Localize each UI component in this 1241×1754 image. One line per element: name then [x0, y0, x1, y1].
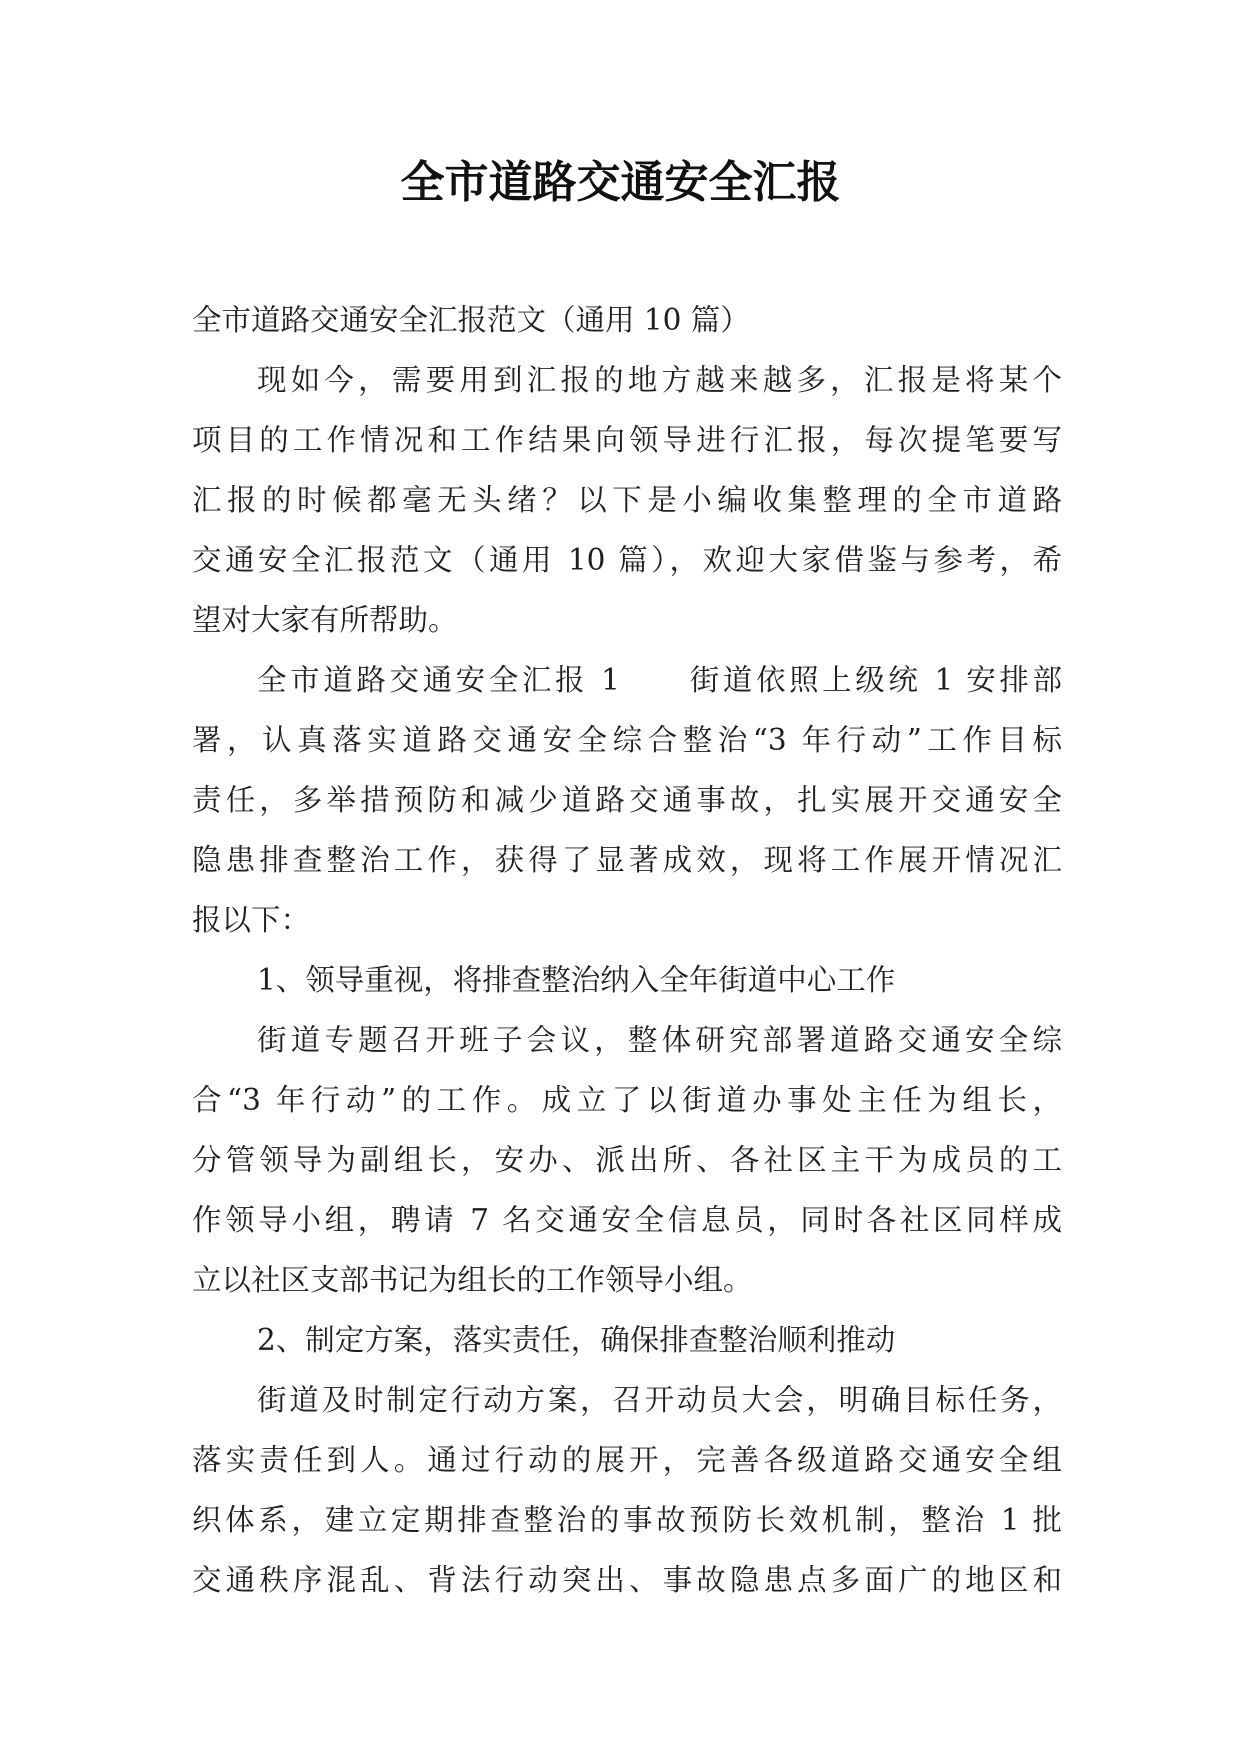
- body-line: 署，认真落实道路交通安全综合整治“3 年行动”工作目标: [192, 723, 1062, 757]
- document-body: [192, 290, 1062, 1610]
- body-line: 1、领导重视，将排查整治纳入全年街道中心工作: [257, 963, 896, 997]
- body-line: 责任，多举措预防和减少道路交通事故，扎实展开交通安全: [192, 783, 1062, 817]
- body-line: 汇报的时候都毫无头绪？以下是小编收集整理的全市道路: [192, 483, 1062, 517]
- body-line: 落实责任到人。通过行动的展开，完善各级道路交通安全组: [192, 1443, 1062, 1477]
- body-line: 作领导小组，聘请 7 名交通安全信息员，同时各社区同样成: [192, 1203, 1062, 1237]
- body-line: 现如今，需要用到汇报的地方越来越多，汇报是将某个: [257, 363, 1062, 397]
- body-line: 织体系，建立定期排查整治的事故预防长效机制，整治 1 批: [192, 1503, 1062, 1537]
- body-line: 全市道路交通安全汇报范文（通用 10 篇）: [192, 303, 750, 337]
- document-title: 全市道路交通安全汇报: [400, 157, 841, 208]
- body-line: 交通安全汇报范文（通用 10 篇），欢迎大家借鉴与参考，希: [192, 543, 1062, 577]
- body-line: 合“3 年行动”的工作。成立了以街道办事处主任为组长，: [192, 1083, 1062, 1117]
- body-line: 望对大家有所帮助。: [192, 603, 458, 637]
- body-line: 报以下：: [192, 903, 311, 937]
- body-line: 项目的工作情况和工作结果向领导进行汇报，每次提笔要写: [192, 423, 1062, 457]
- body-line: 街道及时制定行动方案，召开动员大会，明确目标任务，: [257, 1383, 1062, 1417]
- body-line: 街道专题召开班子会议，整体研究部署道路交通安全综: [257, 1023, 1062, 1057]
- body-line: 全市道路交通安全汇报 1 街道依照上级统 1 安排部: [257, 663, 1062, 697]
- body-line: 隐患排查整治工作，获得了显著成效，现将工作展开情况汇: [192, 843, 1062, 877]
- body-line: 2、制定方案，落实责任，确保排查整治顺利推动: [257, 1323, 896, 1357]
- body-line: 分管领导为副组长，安办、派出所、各社区主干为成员的工: [192, 1143, 1062, 1177]
- body-line: 交通秩序混乱、背法行动突出、事故隐患点多面广的地区和: [192, 1563, 1062, 1597]
- body-line: 立以社区支部书记为组长的工作领导小组。: [192, 1263, 753, 1297]
